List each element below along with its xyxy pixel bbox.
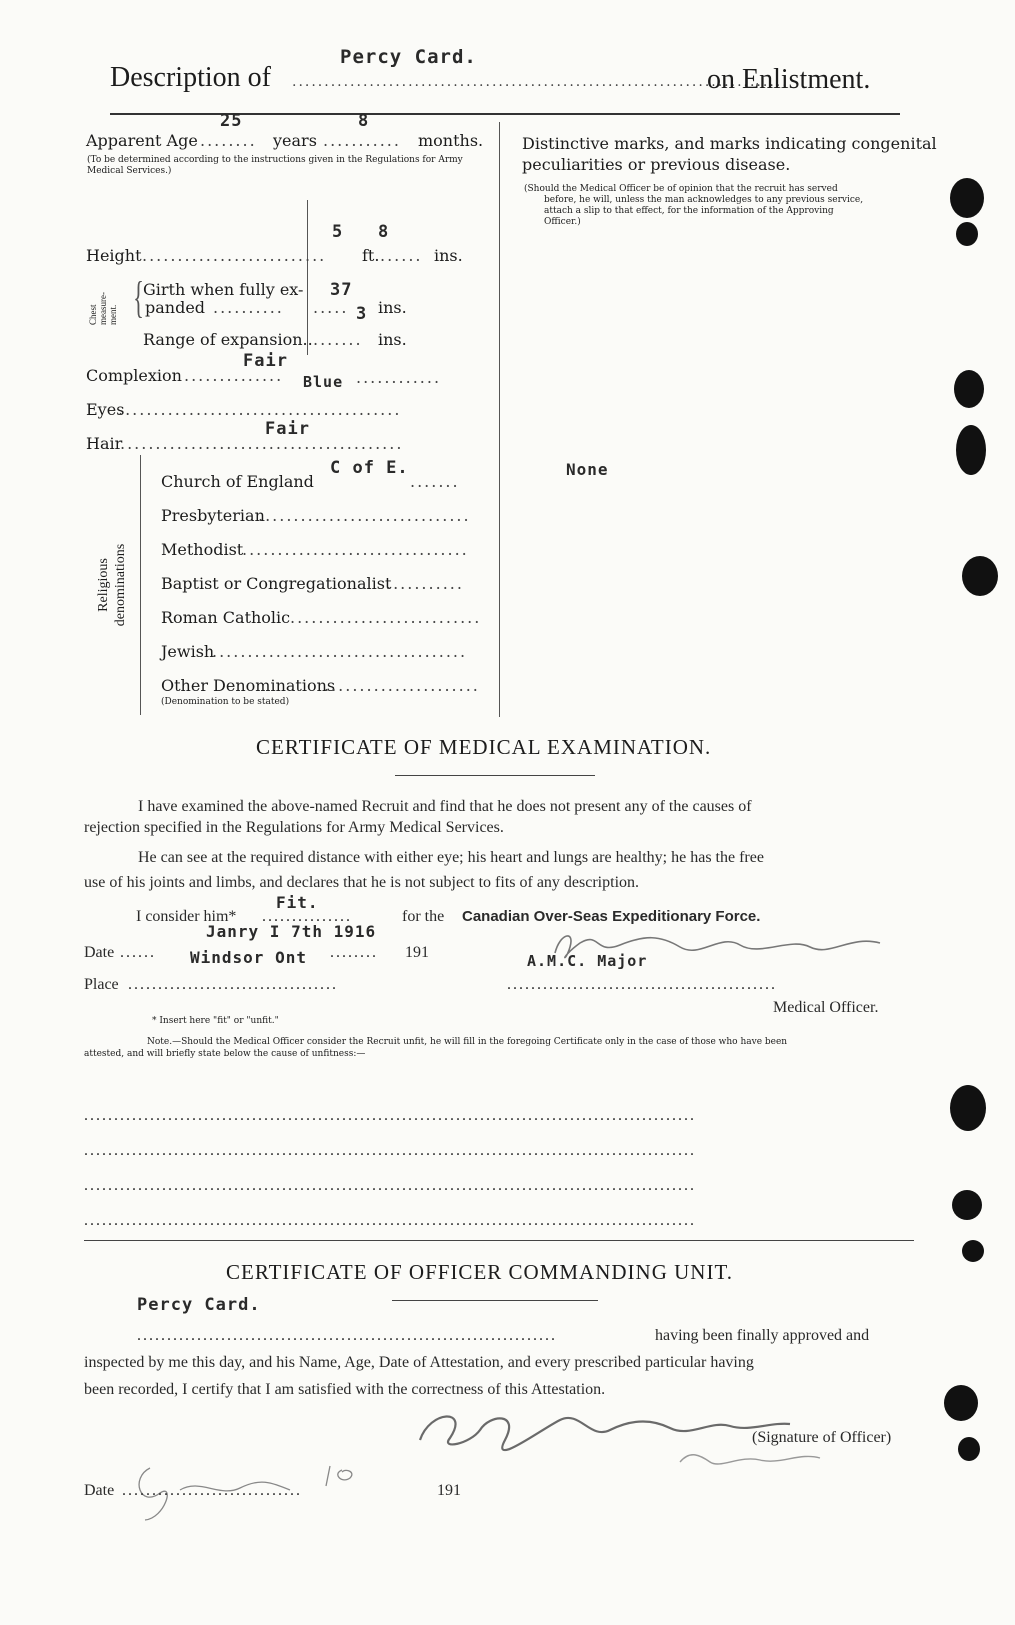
religion-divider: [140, 455, 141, 715]
marks-note-3: attach a slip to that effect, for the information of the Approving: [544, 206, 834, 216]
medical-place-value: Windsor Ont: [190, 948, 307, 967]
commanding-date-dots: ..............................: [122, 1482, 302, 1499]
medical-officer-rank: A.M.C. Major: [527, 952, 648, 970]
consider-label: I consider him*: [136, 908, 237, 925]
unfitness-line-1: ......................................................................................................: [84, 1107, 696, 1124]
expansion-value: 3: [356, 304, 368, 324]
hair-dots: ........................................: [120, 434, 404, 453]
age-note: (To be determined according to the instructions given in the Regulations for Army Medical Services.): [87, 155, 463, 176]
medical-date-value: Janry I 7th 1916: [206, 922, 377, 941]
commanding-name-value: Percy Card.: [137, 1295, 261, 1315]
signature-label: (Signature of Officer): [752, 1429, 892, 1446]
hair-value: Fair: [265, 419, 310, 439]
medical-title-rule: [395, 775, 595, 776]
punch-hole-7: [952, 1190, 982, 1220]
age-label: Apparent Age: [86, 131, 198, 150]
height-ft-value: 5: [332, 222, 344, 242]
age-years-label: years: [273, 131, 317, 150]
girth-label-1: Girth when fully ex-: [143, 280, 304, 299]
religion-other-note: (Denomination to be stated): [161, 697, 290, 707]
medical-officer-dots: .............................................: [507, 976, 777, 993]
section-rule: [84, 1240, 914, 1241]
commanding-line1-tail: having been finally approved and: [655, 1327, 870, 1344]
religion-dots-6: ......................: [324, 676, 480, 695]
title-dots: .............................................................................: [292, 74, 789, 90]
age-years-value: 25: [220, 111, 243, 131]
medical-title: CERTIFICATE OF MEDICAL EXAMINATION.: [256, 735, 712, 759]
complexion-dots: ..............: [184, 366, 284, 385]
marks-note-4: Officer.): [544, 217, 581, 227]
height-label: Height: [86, 246, 142, 265]
religion-roman-catholic: Roman Catholic: [161, 608, 291, 627]
marks-note-2: before, he will, unless the man acknowledges to any previous service,: [544, 195, 864, 205]
unfitness-line-3: ......................................................................................................: [84, 1177, 696, 1194]
punch-hole-5: [962, 556, 998, 596]
medical-year-label: 191: [405, 944, 429, 961]
consider-dots: ...............: [262, 908, 352, 925]
medical-place-label: Place: [84, 976, 119, 993]
commanding-name-dots: ......................................................................: [137, 1327, 557, 1344]
height-ft-label: ft.: [362, 246, 380, 265]
height-dots: ..........................: [142, 246, 327, 265]
eyes-value: Blue: [303, 373, 344, 391]
age-dots-1: ........: [200, 131, 257, 150]
expansion-ins-label: ins.: [378, 330, 407, 349]
chest-brace: {: [133, 273, 144, 322]
marks-note-1: (Should the Medical Officer be of opinion that the recruit has served: [524, 184, 838, 194]
girth-value: 37: [330, 280, 353, 300]
girth-ins-label: ins.: [378, 298, 407, 317]
marks-heading-2: peculiarities or previous disease.: [522, 155, 791, 174]
marks-value: None: [566, 460, 609, 479]
punch-hole-9: [944, 1385, 978, 1421]
medical-note-1: Note.—Should the Medical Officer consider the Recruit unfit, he will fill in the foregoing Certificate only in the case of those who have been: [147, 1037, 788, 1047]
recruit-name: Percy Card.: [340, 46, 477, 68]
commanding-title: CERTIFICATE OF OFFICER COMMANDING UNIT.: [226, 1260, 733, 1284]
consider-tail-1: for the: [402, 908, 445, 925]
medical-officer-label: Medical Officer.: [773, 999, 879, 1016]
girth-dots: ..........: [213, 298, 284, 317]
punch-hole-2: [956, 222, 978, 246]
punch-hole-4: [956, 425, 986, 475]
unfitness-line-2: ......................................................................................................: [84, 1142, 696, 1159]
religion-dots-1: ..............................: [258, 506, 471, 525]
religion-baptist: Baptist or Congregationalist: [161, 574, 392, 593]
medical-date-dots-2: ........: [330, 944, 378, 961]
religion-church-of-england: Church of England: [161, 472, 314, 491]
expansion-label: Range of expansion..: [143, 330, 313, 349]
medical-footnote: * Insert here "fit" or "unfit.": [152, 1016, 279, 1026]
religion-dots-0: .......: [410, 472, 460, 491]
religion-dots-4: ...........................: [290, 608, 482, 627]
height-ins-label: ins.: [434, 246, 463, 265]
complexion-value: Fair: [243, 351, 288, 371]
medical-date-label: Date: [84, 944, 115, 961]
medical-place-dots: ...................................: [128, 976, 338, 993]
column-divider: [499, 122, 500, 717]
commanding-title-rule: [392, 1300, 598, 1301]
title-right: on Enlistment.: [707, 64, 871, 95]
religion-methodist: Methodist: [161, 540, 244, 559]
eyes-label: Eyes: [86, 400, 125, 419]
punch-hole-10: [958, 1437, 980, 1461]
age-months-value: 8: [358, 111, 370, 131]
commanding-date-label: Date: [84, 1482, 115, 1499]
consider-tail-2: Canadian Over-Seas Expeditionary Force.: [462, 908, 761, 925]
height-dots-2: ......: [380, 246, 423, 265]
punch-hole-8: [962, 1240, 984, 1262]
title-left: Description of: [110, 62, 271, 93]
hair-label: Hair: [86, 434, 123, 453]
religion-dots-2: ................................: [242, 540, 469, 559]
commanding-year-label: 191: [437, 1482, 461, 1499]
religion-dots-3: ...........: [386, 574, 464, 593]
age-dots-2: ...........: [323, 131, 401, 150]
girth-dots-2: .....: [313, 298, 349, 317]
eyes-dots: ........................................: [118, 400, 402, 419]
height-ins-value: 8: [378, 222, 390, 242]
religion-dots-5: ....................................: [212, 642, 468, 661]
medical-note-2: attested, and will briefly state below the cause of unfitness:—: [84, 1049, 366, 1059]
consider-value: Fit.: [276, 893, 319, 912]
religion-side-label: Religious denominations: [96, 543, 128, 627]
punch-hole-6: [950, 1085, 986, 1131]
eyes-dots-top: ............: [356, 368, 442, 387]
punch-hole-3: [954, 370, 984, 408]
punch-hole-1: [950, 178, 984, 218]
religion-jewish: Jewish: [161, 642, 215, 661]
commanding-line3: been recorded, I certify that I am satisfied with the correctness of this Attestation.: [84, 1381, 606, 1398]
medical-p2-line2: use of his joints and limbs, and declares that he is not subject to fits of any description.: [84, 874, 640, 891]
expansion-dots: .......: [313, 330, 363, 349]
girth-label-2: panded: [145, 298, 206, 317]
marks-heading-1: Distinctive marks, and marks indicating congenital: [522, 134, 937, 153]
chest-side-label: Chest measure-ment.: [88, 292, 118, 325]
unfitness-line-4: ......................................................................................................: [84, 1212, 696, 1229]
medical-p1-line1: I have examined the above-named Recruit and find that he does not present any of the causes of: [138, 798, 752, 815]
religion-value-church-of-england: C of E.: [330, 458, 409, 478]
complexion-label: Complexion: [86, 366, 182, 385]
religion-presbyterian: Presbyterian: [161, 506, 265, 525]
medical-p1-line2: rejection specified in the Regulations for Army Medical Services.: [84, 819, 504, 836]
age-months-label: months.: [418, 131, 484, 150]
commanding-line2: inspected by me this day, and his Name, Age, Date of Attestation, and every prescribed particular having: [84, 1354, 754, 1371]
religion-other: Other Denominations: [161, 676, 336, 695]
medical-p2-line1: He can see at the required distance with either eye; his heart and lungs are healthy; he has the free: [138, 849, 764, 866]
medical-date-dots: ......: [120, 944, 156, 961]
